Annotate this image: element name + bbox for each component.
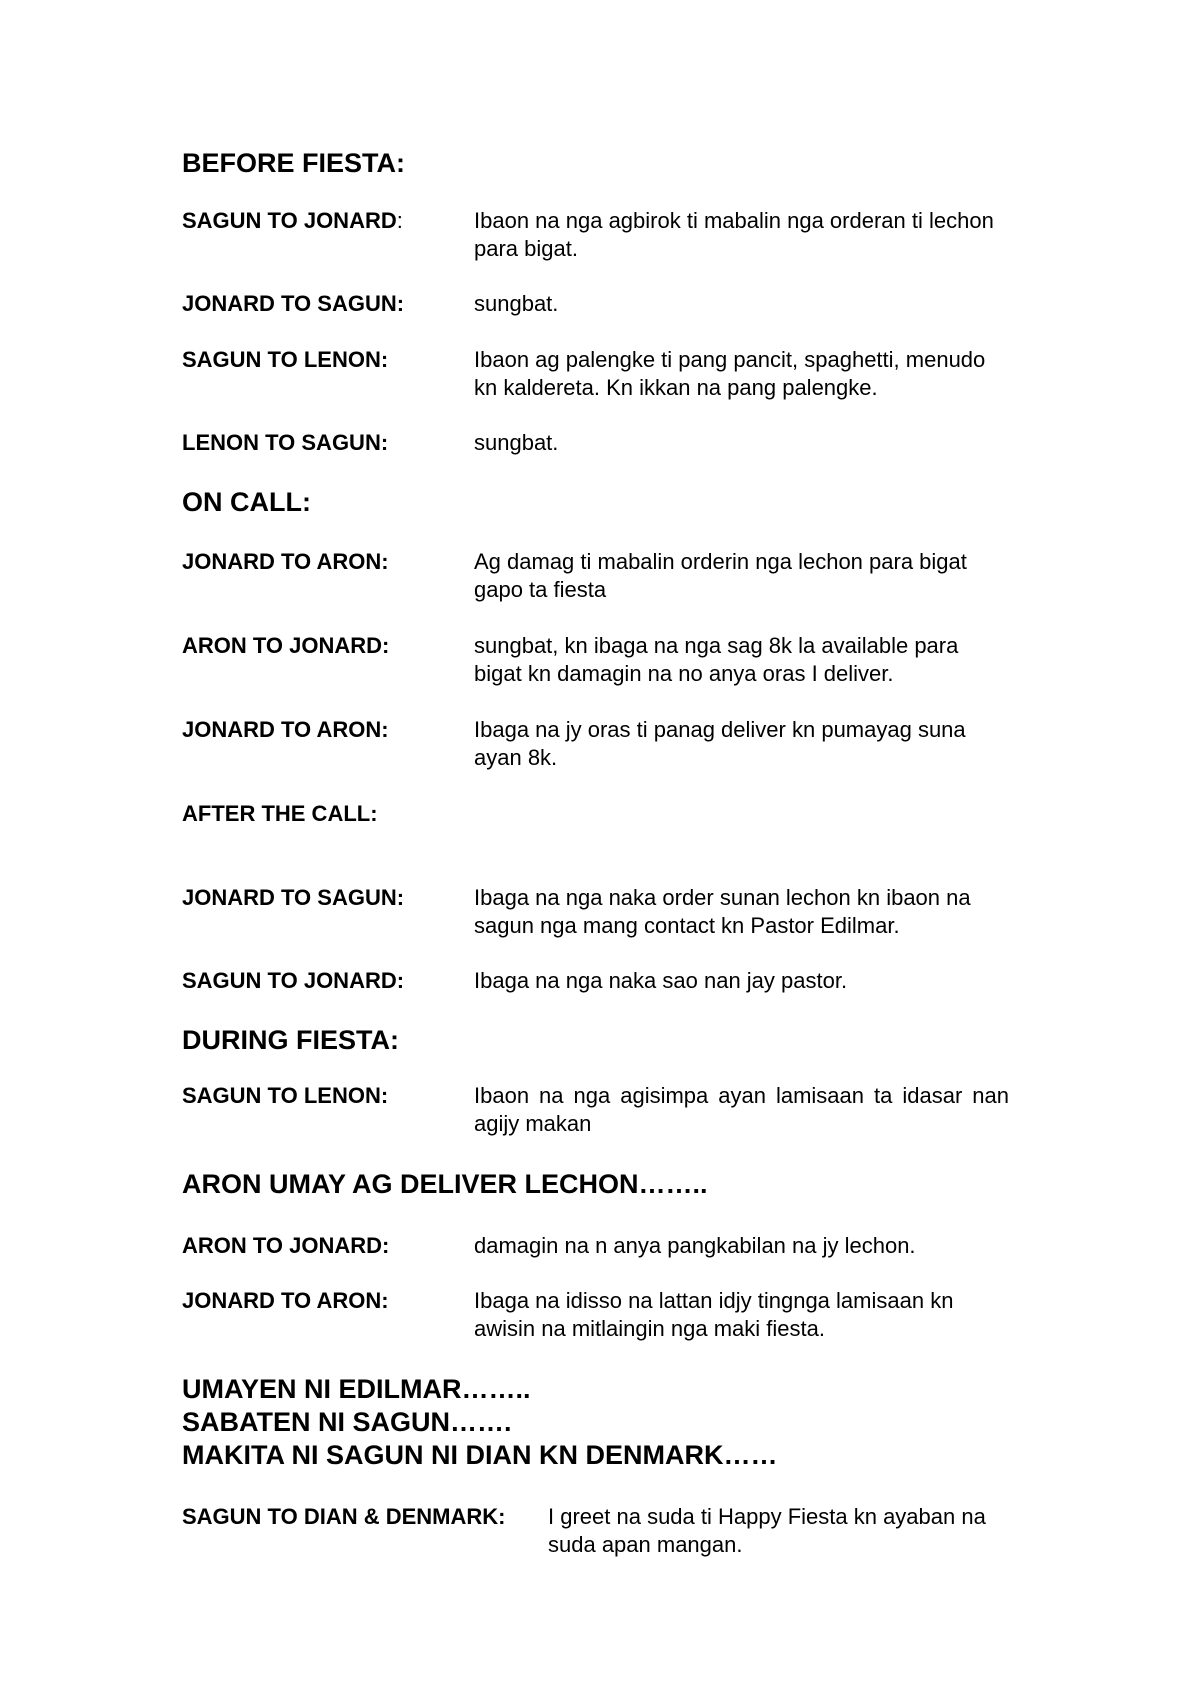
speech-text: Ag damag ti mabalin orderin nga lechon para bigat gapo ta fiesta [474,549,967,602]
heading-aron-deliver: ARON UMAY AG DELIVER LECHON…….. [182,1169,708,1199]
speech-text: sungbat, kn ibaga na nga sag 8k la available para bigat kn damagin na no anya oras I deliver. [474,633,959,686]
speech-text: Ibaon na nga agisimpa ayan lamisaan ta idasar nan agijy makan [474,1083,1009,1136]
heading-during-fiesta: DURING FIESTA: [182,1025,399,1055]
speech-text: I greet na suda ti Happy Fiesta kn ayaban na suda apan mangan. [548,1504,986,1557]
speaker-label: ARON TO JONARD: [182,1233,390,1258]
speech-text: Ibaon na nga agbirok ti mabalin nga orderan ti lechon para bigat. [474,208,994,261]
heading-makita: MAKITA NI SAGUN NI DIAN KN DENMARK…… [182,1440,778,1470]
heading-after-the-call: AFTER THE CALL: [182,801,378,826]
heading-before-fiesta: BEFORE FIESTA: [182,148,406,178]
heading-umayen: UMAYEN NI EDILMAR…….. [182,1374,531,1404]
speaker-label: JONARD TO SAGUN: [182,885,405,910]
speech-text: Ibaga na idisso na lattan idjy tingnga lamisaan kn awisin na mitlaingin nga maki fiesta. [474,1288,954,1341]
speaker-label: SAGUN TO LENON: [182,347,389,372]
speech-text: Ibaga na nga naka sao nan jay pastor. [474,968,848,993]
speech-text: sungbat. [474,430,559,455]
speaker-label: JONARD TO ARON: [182,549,389,574]
speaker-label: SAGUN TO JONARD: [182,968,405,993]
heading-sabaten: SABATEN NI SAGUN……. [182,1407,512,1437]
speaker-label: LENON TO SAGUN: [182,430,389,455]
speaker-label: ARON TO JONARD: [182,633,390,658]
speaker-label: JONARD TO ARON: [182,1288,389,1313]
speech-text: Ibaga na nga naka order sunan lechon kn ibaon na sagun nga mang contact kn Pastor Edilmar. [474,885,971,938]
speaker-label: JONARD TO SAGUN: [182,291,405,316]
speech-text: Ibaon ag palengke ti pang pancit, spaghetti, menudo kn kaldereta. Kn ikkan na pang palengke. [474,347,986,400]
speaker-label: SAGUN TO DIAN & DENMARK: [182,1504,506,1529]
speech-text: damagin na n anya pangkabilan na jy lechon. [474,1233,916,1258]
speech-text: Ibaga na jy oras ti panag deliver kn pumayag suna ayan 8k. [474,717,966,770]
speaker-label: SAGUN TO LENON: [182,1083,389,1108]
speaker-label: SAGUN TO JONARD: [182,208,403,233]
speaker-label: JONARD TO ARON: [182,717,389,742]
heading-on-call: ON CALL: [182,487,311,517]
speech-text: sungbat. [474,291,559,316]
